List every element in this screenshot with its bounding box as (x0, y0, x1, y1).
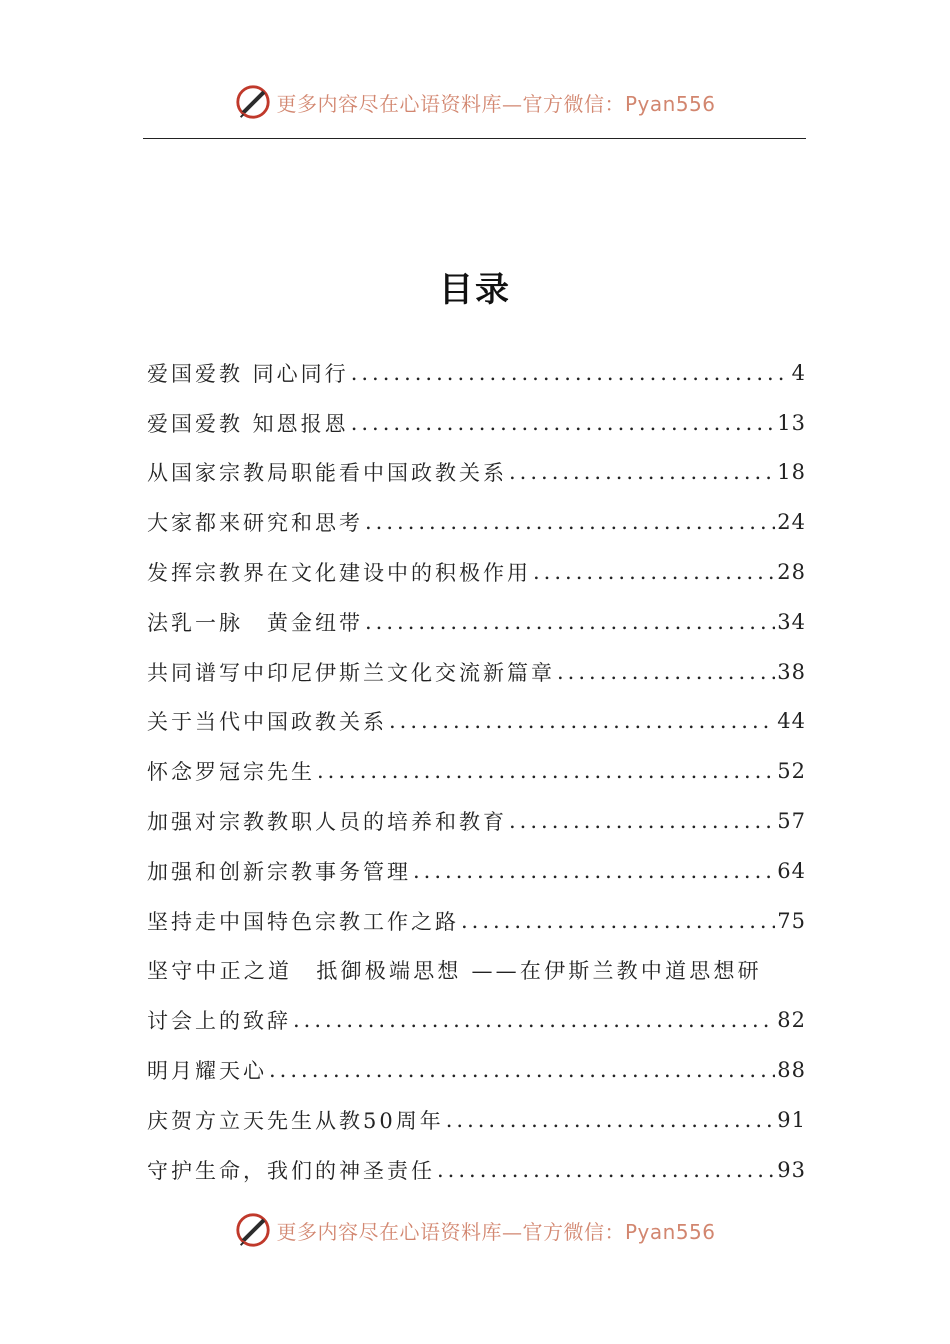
footer-banner (0, 1210, 950, 1250)
toc-entry[interactable]: 爱国爱教 同心同行 ..... 4 (147, 348, 806, 398)
header-divider (143, 138, 806, 139)
toc-entry[interactable]: 守护生命，我们的神圣责任 ..... 93 (147, 1145, 806, 1195)
toc-entry[interactable]: 加强对宗教教职人员的培养和教育 ..... 57 (147, 796, 806, 846)
toc-entry[interactable]: 共同谱写中印尼伊斯兰文化交流新篇章 ..... 38 (147, 647, 806, 697)
toc-entry[interactable]: 讨会上的致辞 ..... 82 (147, 995, 806, 1045)
quill-logo-icon (234, 1211, 272, 1249)
table-of-contents (147, 348, 806, 1195)
toc-entry[interactable]: 发挥宗教界在文化建设中的积极作用 ..... 28 (147, 547, 806, 597)
footer-text: 更多内容尽在心语资料库—官方微信：Pyan556 (276, 1219, 716, 1244)
toc-entry[interactable]: 怀念罗冠宗先生 ..... 52 (147, 746, 806, 796)
toc-entry[interactable]: 庆贺方立天先生从教50周年 ..... 91 (147, 1095, 806, 1145)
toc-entry[interactable]: 法乳一脉 黄金纽带 ..... 34 (147, 597, 806, 647)
toc-entry[interactable]: 明月耀天心 ..... 88 (147, 1045, 806, 1095)
toc-entry[interactable]: 大家都来研究和思考 ..... 24 (147, 497, 806, 547)
toc-entry-wrapped[interactable]: 坚守中正之道 抵御极端思想 ——在伊斯兰教中道思想研 (147, 959, 762, 984)
header-banner (0, 82, 950, 122)
toc-entry[interactable]: 关于当代中国政教关系 ..... 44 (147, 697, 806, 747)
toc-entry[interactable]: 爱国爱教 知恩报恩 ..... 13 (147, 398, 806, 448)
quill-logo-icon (234, 83, 272, 121)
toc-entry[interactable]: 坚持走中国特色宗教工作之路 ..... 75 (147, 896, 806, 946)
page-title: 目录 (439, 270, 511, 310)
toc-entry[interactable]: 从国家宗教局职能看中国政教关系 ..... 18 (147, 448, 806, 498)
header-text: 更多内容尽在心语资料库—官方微信：Pyan556 (276, 91, 716, 116)
toc-entry[interactable]: 加强和创新宗教事务管理 ..... 64 (147, 846, 806, 896)
